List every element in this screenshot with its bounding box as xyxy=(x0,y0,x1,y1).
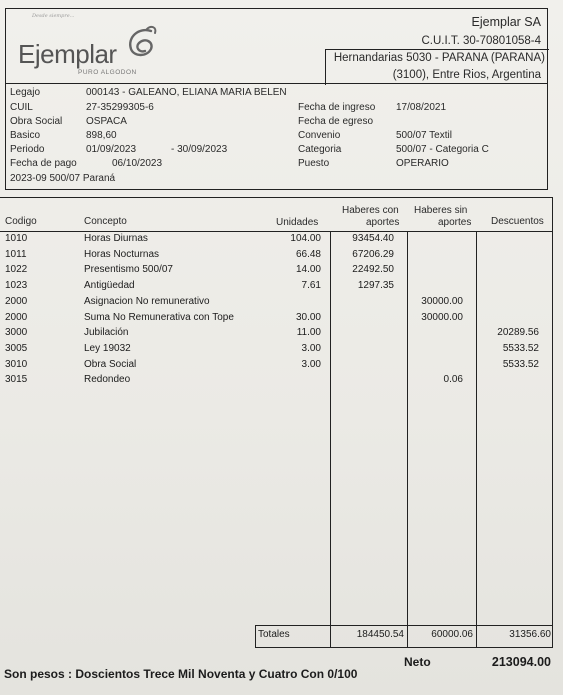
totals-bottom-rule xyxy=(255,647,553,648)
company-header xyxy=(5,8,548,84)
cuil-label: CUIL xyxy=(10,102,33,113)
son-pesos-text: Son pesos : Doscientos Trece Mil Noventa y Cuatro Con 0/100 xyxy=(4,667,358,681)
total-con-aportes: 184450.54 xyxy=(356,629,404,640)
cell-haberes-sin: 30000.00 xyxy=(421,311,463,323)
cell-unidades: 7.61 xyxy=(301,280,321,292)
total-sin-aportes: 60000.06 xyxy=(431,629,473,640)
fecha-ingreso-label: Fecha de ingreso xyxy=(298,102,376,113)
puesto-value: OPERARIO xyxy=(396,158,449,169)
table-top-rule xyxy=(0,197,553,198)
totals-label: Totales xyxy=(258,629,290,640)
company-city: (3100), Entre Rios, Argentina xyxy=(392,69,541,81)
cell-concepto: Horas Diurnas xyxy=(84,233,148,244)
cell-codigo: 3000 xyxy=(5,327,28,339)
fecha-pago-value: 06/10/2023 xyxy=(112,158,163,169)
table-row xyxy=(0,280,553,295)
logo-tagline: Desde siempre... xyxy=(32,13,75,19)
cell-haberes-con: 22492.50 xyxy=(352,264,394,276)
col-header-haberes-sin: Haberes sin xyxy=(414,205,468,216)
obra-social-label: Obra Social xyxy=(10,116,63,127)
table-row xyxy=(0,374,553,389)
cell-codigo: 2000 xyxy=(5,311,28,323)
total-descuentos: 31356.60 xyxy=(509,629,551,640)
basico-label: Basico xyxy=(10,130,41,141)
cell-codigo: 1010 xyxy=(5,233,28,244)
cell-unidades: 3.00 xyxy=(301,358,321,370)
cell-concepto: Asignacion No remunerativo xyxy=(84,295,210,307)
puesto-label: Puesto xyxy=(298,158,330,169)
employee-info xyxy=(5,84,548,190)
cell-codigo: 1023 xyxy=(5,280,28,292)
cell-concepto: Antigüedad xyxy=(84,280,135,292)
table-row xyxy=(0,327,553,342)
company-name: Ejemplar SA xyxy=(471,15,541,29)
col-header-unidades: Unidades xyxy=(276,217,319,228)
table-row xyxy=(0,312,553,327)
cell-codigo: 2000 xyxy=(5,295,28,307)
periodo-label: Periodo xyxy=(10,144,45,155)
cell-descuentos: 20289.56 xyxy=(497,327,539,339)
cell-haberes-con: 67206.29 xyxy=(352,248,394,260)
neto-label: Neto xyxy=(404,655,431,669)
col-header-haberes-sin-aportes: aportes xyxy=(438,217,472,228)
periodo-from: 01/09/2023 xyxy=(86,144,137,155)
convenio-label: Convenio xyxy=(298,130,341,141)
categoria-label: Categoria xyxy=(298,144,342,155)
col-header-haberes-con: Haberes con xyxy=(342,205,399,216)
fecha-ingreso-value: 17/08/2021 xyxy=(396,102,447,113)
cell-concepto: Presentismo 500/07 xyxy=(84,264,173,276)
logo-wordmark: Ejemplar xyxy=(18,39,117,69)
periodo-to: - 30/09/2023 xyxy=(171,144,228,155)
legajo-label: Legajo xyxy=(10,87,41,98)
totals-rule xyxy=(255,625,553,626)
cell-descuentos: 5533.52 xyxy=(502,342,539,354)
table-row xyxy=(0,359,553,374)
cell-descuentos: 5533.52 xyxy=(502,358,539,370)
cell-codigo: 1011 xyxy=(5,248,27,260)
fecha-pago-label: Fecha de pago xyxy=(10,158,77,169)
cell-concepto: Ley 19032 xyxy=(84,342,131,354)
cell-unidades: 66.48 xyxy=(295,248,321,260)
logo-swirl-icon xyxy=(121,23,161,63)
cell-unidades: 30.00 xyxy=(295,311,321,323)
table-row xyxy=(0,343,553,358)
cell-concepto: Horas Nocturnas xyxy=(84,248,160,260)
cell-concepto: Obra Social xyxy=(84,358,137,370)
fecha-egreso-label: Fecha de egreso xyxy=(298,116,374,127)
convenio-value: 500/07 Textil xyxy=(396,130,452,141)
cell-haberes-sin: 30000.00 xyxy=(421,295,463,307)
table-row xyxy=(0,296,553,311)
col-header-codigo: Codigo xyxy=(5,216,37,227)
basico-value: 898,60 xyxy=(86,130,117,141)
cell-haberes-con: 1297.35 xyxy=(357,280,394,292)
company-cuit: C.U.I.T. 30-70801058-4 xyxy=(421,35,541,47)
cell-unidades: 11.00 xyxy=(296,327,321,339)
header-rule xyxy=(0,231,553,232)
company-address: Hernandarias 5030 - PARANA (PARANA) xyxy=(333,52,545,64)
obra-social-value: OSPACA xyxy=(86,116,127,127)
neto-value: 213094.00 xyxy=(491,655,551,669)
cell-codigo: 3010 xyxy=(5,358,28,370)
period-reference: 2023-09 500/07 Paraná xyxy=(10,173,116,184)
col-header-haberes-con-aportes: aportes xyxy=(366,217,400,228)
col-header-concepto: Concepto xyxy=(84,216,127,227)
logo-subtitle: PURO ALGODON xyxy=(78,69,137,76)
cuil-value: 27-35299305-6 xyxy=(86,102,154,113)
cell-codigo: 3005 xyxy=(5,342,28,354)
col-header-descuentos: Descuentos xyxy=(491,216,544,227)
cell-codigo: 1022 xyxy=(5,264,28,276)
cell-haberes-con: 93454.40 xyxy=(352,233,394,244)
cell-concepto: Redondeo xyxy=(84,374,131,386)
cell-codigo: 3015 xyxy=(5,374,28,386)
table-row xyxy=(0,249,553,264)
cell-haberes-sin: 0.06 xyxy=(443,374,463,386)
table-row xyxy=(0,264,553,279)
table-row xyxy=(0,233,553,248)
cell-unidades: 104.00 xyxy=(290,233,321,244)
cell-unidades: 3.00 xyxy=(301,342,321,354)
legajo-value: 000143 - GALEANO, ELIANA MARIA BELEN xyxy=(86,87,287,98)
categoria-value: 500/07 - Categoria C xyxy=(396,144,489,155)
cell-concepto: Suma No Remunerativa con Tope xyxy=(84,311,234,323)
totals-divider xyxy=(255,625,256,648)
cell-concepto: Jubilación xyxy=(84,327,129,339)
cell-unidades: 14.00 xyxy=(295,264,321,276)
